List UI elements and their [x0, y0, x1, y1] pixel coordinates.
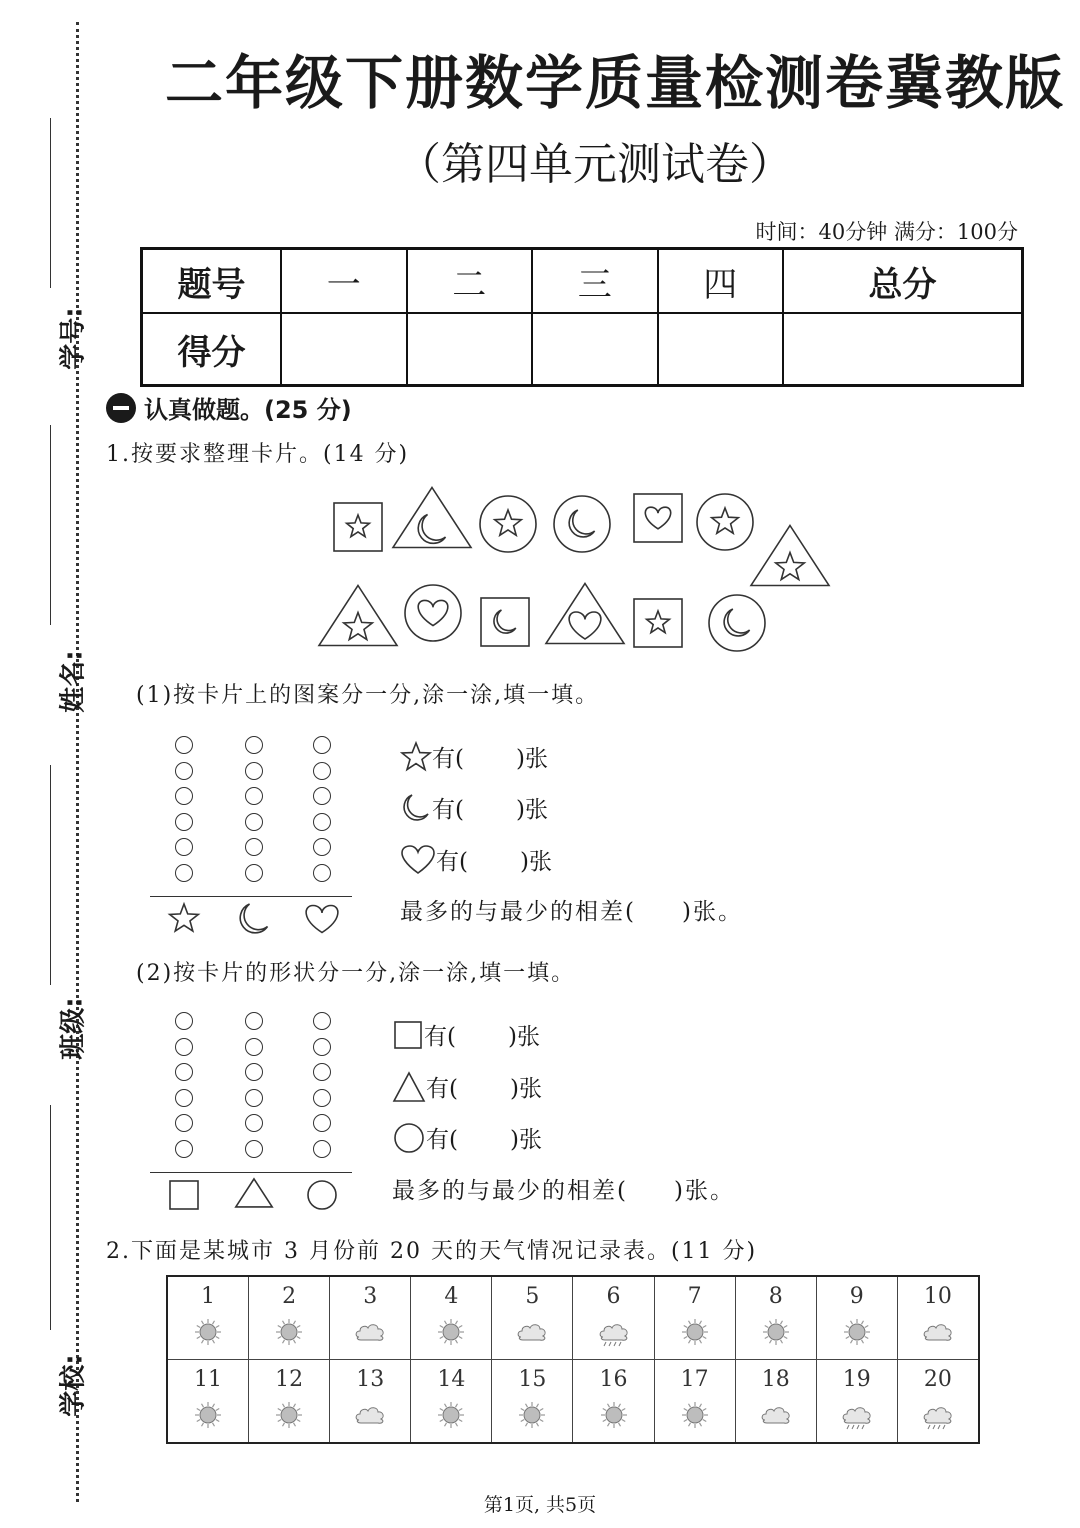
tally-circle[interactable]	[245, 864, 263, 882]
section-heading-text: 认真做题。(25 分)	[144, 396, 352, 424]
weather-cell	[897, 1360, 979, 1444]
triangle-card-outline	[751, 526, 829, 586]
fill-heart-count[interactable]	[400, 843, 552, 876]
score-label-cell: 得分	[142, 313, 282, 386]
cloudy-weather-icon	[514, 1317, 550, 1347]
moon-icon	[569, 510, 594, 537]
part-2-prompt: (2)按卡片的形状分一分,涂一涂,填一填。	[136, 961, 576, 986]
tally-circle[interactable]	[245, 787, 263, 805]
card-circle-heart	[405, 585, 461, 641]
star-icon	[347, 515, 370, 537]
fill-label: 有(	[424, 1024, 456, 1050]
diff-unit: )张。	[681, 899, 743, 925]
weather-day-number: 17	[680, 1367, 709, 1392]
card-circle-moon	[554, 496, 610, 552]
score-header-row	[142, 249, 1023, 314]
tally-circle[interactable]	[313, 787, 331, 805]
margin-field-student-id	[18, 110, 89, 370]
tally-circle[interactable]	[245, 1063, 263, 1081]
card-triangle-moon	[393, 488, 471, 548]
tally-circle[interactable]	[245, 1012, 263, 1030]
weather-cell	[573, 1276, 654, 1360]
fill-unit: )张	[509, 1076, 542, 1102]
tally-baseline	[150, 896, 352, 897]
school-label: 学校:	[58, 1354, 89, 1417]
card-circle-star	[480, 496, 536, 552]
triangle-icon	[392, 1071, 426, 1103]
score-header-cell: 三	[532, 249, 658, 314]
cloudy-weather-icon	[352, 1400, 388, 1430]
sunny-weather-icon	[514, 1400, 550, 1430]
weather-day-number: 7	[687, 1284, 702, 1309]
fill-label: 有(	[432, 746, 464, 772]
tally-circle[interactable]	[313, 1140, 331, 1158]
star-icon	[170, 904, 199, 931]
fill-label: 有(	[432, 797, 464, 823]
fill-triangle-count[interactable]	[392, 1070, 542, 1103]
sunny-weather-icon	[271, 1400, 307, 1430]
score-blank-cell[interactable]	[532, 313, 658, 386]
student-id-line	[50, 118, 51, 288]
fill-unit: )张	[507, 1024, 540, 1050]
score-header-cell: 二	[407, 249, 533, 314]
page-footer: 第1页, 共5页	[483, 1494, 597, 1516]
fill-square-count[interactable]	[392, 1018, 540, 1051]
tally-circle[interactable]	[175, 838, 193, 856]
fill-difference-2[interactable]	[392, 1172, 735, 1205]
weather-cell	[330, 1360, 411, 1444]
weather-cell	[249, 1276, 330, 1360]
diff-unit: )张。	[673, 1178, 735, 1204]
star-icon	[400, 741, 432, 773]
tally-circle[interactable]	[245, 1140, 263, 1158]
card-square-moon	[481, 598, 529, 646]
tally-circle[interactable]	[175, 1114, 193, 1132]
fill-unit: )张	[515, 797, 548, 823]
circle-card-outline	[697, 494, 753, 550]
tally-circle[interactable]	[175, 1012, 193, 1030]
weather-day-number: 4	[444, 1284, 459, 1309]
school-line	[50, 1105, 51, 1330]
tally-circle[interactable]	[313, 1012, 331, 1030]
sunny-weather-icon	[758, 1317, 794, 1347]
tally-circle[interactable]	[313, 838, 331, 856]
tally-circle[interactable]	[245, 813, 263, 831]
fill-difference-1[interactable]	[400, 893, 743, 926]
tally-category-icons	[150, 899, 355, 944]
circle-card-outline	[405, 585, 461, 641]
weather-day-number: 6	[606, 1284, 621, 1309]
tally-circle[interactable]	[175, 1063, 193, 1081]
tally-circle[interactable]	[175, 1089, 193, 1107]
sunny-weather-icon	[677, 1317, 713, 1347]
heart-icon	[645, 507, 670, 529]
card-square-star	[334, 503, 382, 551]
weather-cell	[492, 1276, 573, 1360]
circle-card-outline	[480, 496, 536, 552]
fill-unit: )张	[509, 1127, 542, 1153]
card-circle-star	[697, 494, 753, 550]
sunny-weather-icon	[190, 1400, 226, 1430]
score-blank-cell[interactable]	[783, 313, 1023, 386]
weather-row	[167, 1360, 979, 1444]
star-icon	[495, 510, 522, 535]
weather-cell	[816, 1360, 897, 1444]
triangle-card-outline	[236, 1179, 272, 1207]
heart-icon	[306, 906, 338, 933]
heart-icon	[418, 600, 448, 625]
weather-day-number: 9	[849, 1284, 864, 1309]
weather-day-number: 11	[194, 1367, 223, 1392]
star-icon	[344, 613, 373, 640]
question-2: 2.下面是某城市 3 月份前 20 天的天气情况记录表。(11 分)	[106, 1239, 758, 1264]
name-line	[50, 425, 51, 625]
square-card-outline	[170, 1181, 198, 1209]
diff-label: 最多的与最少的相差(	[400, 899, 636, 925]
square-card-outline	[634, 599, 682, 647]
weather-day-number: 16	[599, 1367, 628, 1392]
moon-icon	[494, 610, 516, 633]
cloudy-weather-icon	[352, 1317, 388, 1347]
weather-cell	[897, 1276, 979, 1360]
weather-row	[167, 1276, 979, 1360]
sunny-weather-icon	[677, 1400, 713, 1430]
triangle-card-outline	[393, 488, 471, 548]
fill-label: 有(	[426, 1127, 458, 1153]
rainy-weather-icon	[596, 1317, 632, 1347]
tally-circle[interactable]	[313, 1089, 331, 1107]
weather-cell	[330, 1276, 411, 1360]
weather-cell	[654, 1276, 735, 1360]
section-number-icon	[106, 393, 136, 423]
tally-circle[interactable]	[313, 762, 331, 780]
tally-circle[interactable]	[313, 1063, 331, 1081]
circle-card-outline	[709, 595, 765, 651]
fill-circle-count[interactable]	[392, 1121, 542, 1154]
tally-circle[interactable]	[313, 736, 331, 754]
score-header-cell: 一	[281, 249, 407, 314]
score-header-cell: 题号	[142, 249, 282, 314]
page-subtitle: （第四单元测试卷）	[397, 139, 793, 190]
cloudy-weather-icon	[920, 1317, 956, 1347]
weather-cell	[573, 1360, 654, 1444]
margin-field-school	[18, 1105, 89, 1417]
sunny-weather-icon	[596, 1400, 632, 1430]
sunny-weather-icon	[190, 1317, 226, 1347]
weather-cell	[654, 1360, 735, 1444]
card-triangle-star	[319, 586, 397, 646]
heart-icon	[569, 612, 601, 639]
star-icon	[647, 611, 670, 633]
fill-unit: )张	[515, 746, 548, 772]
weather-cell	[411, 1276, 492, 1360]
diff-label: 最多的与最少的相差(	[392, 1178, 628, 1204]
card-triangle-star	[751, 526, 829, 586]
tally-circle[interactable]	[313, 1114, 331, 1132]
question-1: 1.按要求整理卡片。(14 分)	[106, 442, 410, 467]
tally-circle[interactable]	[245, 1114, 263, 1132]
tally-circle[interactable]	[175, 762, 193, 780]
square-card-outline	[634, 494, 682, 542]
weather-cell	[735, 1276, 816, 1360]
student-id-label: 学号:	[58, 307, 89, 370]
weather-cell	[167, 1360, 249, 1444]
class-line	[50, 765, 51, 985]
sunny-weather-icon	[433, 1400, 469, 1430]
moon-icon	[724, 609, 749, 636]
margin-field-name	[18, 425, 89, 713]
star-icon	[776, 553, 805, 580]
triangle-card-outline	[319, 586, 397, 646]
tally-circle[interactable]	[175, 1140, 193, 1158]
section-heading	[106, 390, 352, 425]
moon-icon	[418, 515, 445, 544]
card-triangle-heart	[546, 584, 624, 644]
tally-chart-patterns[interactable]	[150, 736, 355, 936]
weather-cell	[249, 1360, 330, 1444]
weather-day-number: 2	[282, 1284, 297, 1309]
weather-day-number: 18	[761, 1367, 790, 1392]
weather-cell	[411, 1360, 492, 1444]
sunny-weather-icon	[839, 1317, 875, 1347]
score-table	[140, 247, 1024, 387]
sunny-weather-icon	[271, 1317, 307, 1347]
time-info: 时间：40分钟 满分：100分	[755, 220, 1018, 244]
score-header-cell: 四	[658, 249, 784, 314]
tally-category-icons	[150, 1175, 355, 1220]
weather-cell	[735, 1360, 816, 1444]
star-icon	[712, 508, 739, 533]
card-square-star	[634, 599, 682, 647]
tally-circle[interactable]	[175, 736, 193, 754]
name-label: 姓名:	[58, 650, 89, 713]
fill-star-count[interactable]	[400, 740, 548, 773]
tally-circle[interactable]	[313, 864, 331, 882]
tally-circle[interactable]	[175, 864, 193, 882]
fill-label: 有(	[426, 1076, 458, 1102]
weather-day-number: 19	[842, 1367, 871, 1392]
cards-illustration	[300, 480, 860, 660]
score-blank-cell[interactable]	[407, 313, 533, 386]
weather-day-number: 10	[923, 1284, 952, 1309]
weather-table	[166, 1275, 980, 1444]
tally-circle[interactable]	[245, 762, 263, 780]
part-1-prompt: (1)按卡片上的图案分一分,涂一涂,填一填。	[136, 683, 600, 708]
tally-circle[interactable]	[313, 1038, 331, 1056]
square-icon	[392, 1019, 424, 1051]
score-value-row	[142, 313, 1023, 386]
weather-day-number: 3	[363, 1284, 378, 1309]
weather-day-number: 14	[437, 1367, 466, 1392]
score-blank-cell[interactable]	[281, 313, 407, 386]
square-card-outline	[481, 598, 529, 646]
tally-circle[interactable]	[245, 838, 263, 856]
tally-circle[interactable]	[245, 1038, 263, 1056]
weather-day-number: 8	[768, 1284, 783, 1309]
weather-cell	[492, 1360, 573, 1444]
weather-day-number: 12	[275, 1367, 304, 1392]
tally-circle[interactable]	[175, 787, 193, 805]
circle-card-outline	[554, 496, 610, 552]
card-circle-moon	[709, 595, 765, 651]
circle-icon	[392, 1122, 426, 1154]
page-title: 二年级下册数学质量检测卷冀教版	[164, 49, 1065, 117]
rainy-weather-icon	[839, 1400, 875, 1430]
tally-circle[interactable]	[245, 736, 263, 754]
class-label: 班级:	[58, 997, 89, 1060]
score-header-cell: 总分	[783, 249, 1023, 314]
weather-cell	[816, 1276, 897, 1360]
margin-field-class	[18, 765, 89, 1060]
moon-icon	[240, 904, 267, 933]
sunny-weather-icon	[433, 1317, 469, 1347]
weather-day-number: 15	[518, 1367, 547, 1392]
fill-label: 有(	[436, 849, 468, 875]
weather-cell	[167, 1276, 249, 1360]
tally-circle[interactable]	[313, 813, 331, 831]
tally-circle[interactable]	[245, 1089, 263, 1107]
cloudy-weather-icon	[758, 1400, 794, 1430]
fill-unit: )张	[519, 849, 552, 875]
weather-day-number: 13	[356, 1367, 385, 1392]
tally-circle[interactable]	[175, 1038, 193, 1056]
fill-moon-count[interactable]	[400, 791, 548, 824]
circle-card-outline	[308, 1181, 336, 1209]
tally-chart-shapes[interactable]	[150, 1012, 355, 1217]
heart-icon	[400, 844, 436, 876]
moon-icon	[400, 792, 432, 824]
square-card-outline	[334, 503, 382, 551]
weather-day-number: 1	[201, 1284, 216, 1309]
tally-baseline	[150, 1172, 352, 1173]
tally-circle[interactable]	[175, 813, 193, 831]
card-square-heart	[634, 494, 682, 542]
weather-day-number: 5	[525, 1284, 540, 1309]
weather-day-number: 20	[923, 1367, 952, 1392]
score-blank-cell[interactable]	[658, 313, 784, 386]
rainy-weather-icon	[920, 1400, 956, 1430]
triangle-card-outline	[546, 584, 624, 644]
